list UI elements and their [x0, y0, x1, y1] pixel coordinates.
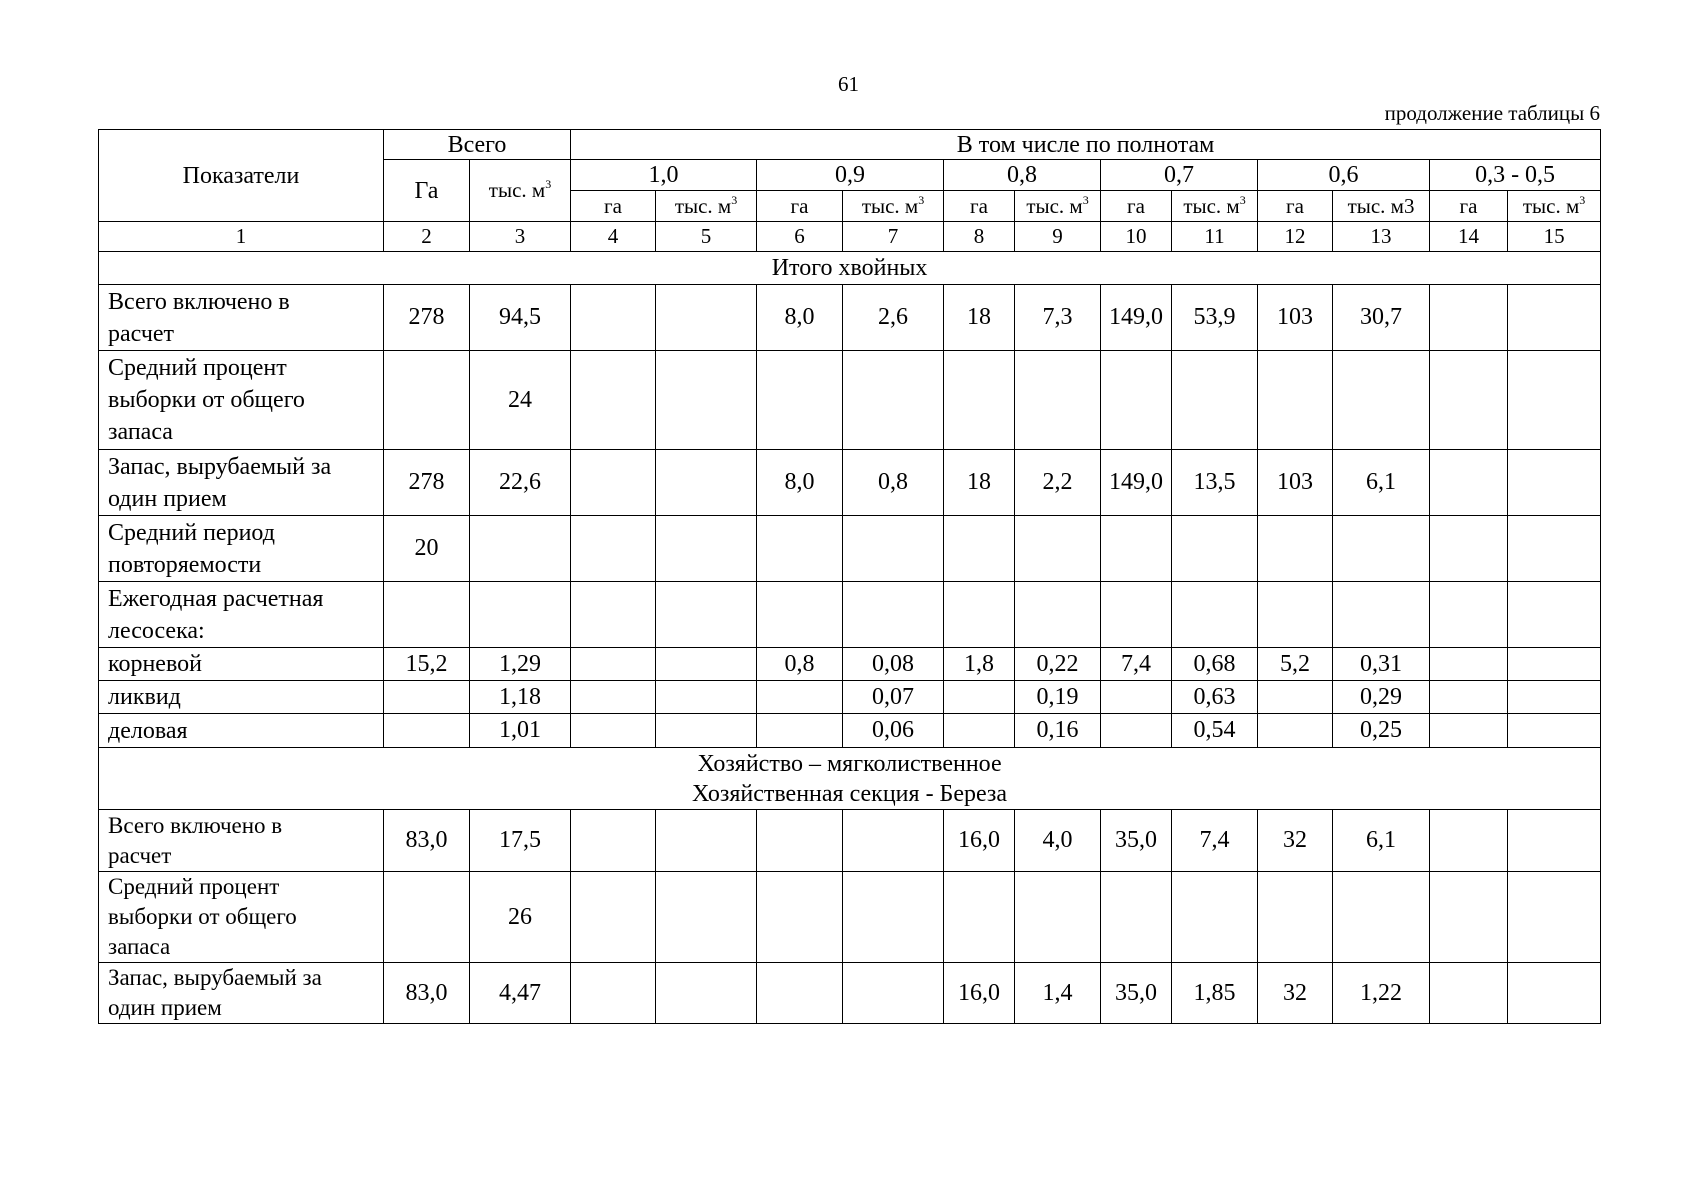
table-cell — [1333, 582, 1430, 648]
table-cell: 18 — [944, 285, 1015, 351]
table-cell: 18 — [944, 450, 1015, 516]
table-cell: 103 — [1258, 450, 1333, 516]
table-cell — [656, 963, 757, 1024]
header-ha: га — [757, 191, 843, 222]
section-title-conifers: Итого хвойных — [99, 252, 1601, 285]
table-cell — [1101, 582, 1172, 648]
row-label — [99, 648, 384, 681]
table-cell: 0,54 — [1172, 714, 1258, 748]
row-label-line: расчет — [108, 320, 175, 347]
header-row-1 — [99, 130, 1601, 160]
row-label-line: Всего включено в — [108, 288, 290, 315]
table-cell — [384, 681, 470, 714]
column-number: 3 — [470, 222, 571, 252]
table-cell: 35,0 — [1101, 963, 1172, 1024]
table-row — [99, 582, 1601, 648]
header-density-0-7: 0,7 — [1101, 160, 1258, 191]
table-cell — [384, 714, 470, 748]
table-cell: 2,6 — [843, 285, 944, 351]
table-cell — [1015, 582, 1101, 648]
column-number: 15 — [1508, 222, 1601, 252]
table-cell — [944, 872, 1015, 963]
table-cell — [1430, 648, 1508, 681]
table-cell: 1,8 — [944, 648, 1015, 681]
table-cell: 103 — [1258, 285, 1333, 351]
table-cell: 4,0 — [1015, 810, 1101, 872]
table-row — [99, 516, 1601, 582]
table-cell — [1101, 351, 1172, 450]
unit-label: тыс. м — [488, 178, 546, 202]
section-row-soft-leaved — [99, 748, 1601, 810]
table-cell: 83,0 — [384, 963, 470, 1024]
header-total-ha: Га — [384, 160, 470, 222]
row-label — [99, 450, 384, 516]
table-cell — [1101, 872, 1172, 963]
table-cell — [571, 351, 656, 450]
table-cell — [571, 714, 656, 748]
table-cell — [944, 681, 1015, 714]
table-cell — [944, 582, 1015, 648]
table-cell — [944, 516, 1015, 582]
table-cell — [757, 582, 843, 648]
unit-exponent: 3 — [1239, 192, 1246, 207]
table-cell — [571, 648, 656, 681]
table-cell: 1,85 — [1172, 963, 1258, 1024]
table-cell — [944, 714, 1015, 748]
header-ha: га — [944, 191, 1015, 222]
row-label-line: расчет — [108, 842, 172, 868]
table-cell — [1101, 681, 1172, 714]
section-row-conifers — [99, 252, 1601, 285]
row-label-line: запаса — [108, 934, 171, 959]
table-cell — [757, 714, 843, 748]
table-cell: 35,0 — [1101, 810, 1172, 872]
page-number: 61 — [838, 72, 859, 96]
table-cell: 13,5 — [1172, 450, 1258, 516]
table-cell: 8,0 — [757, 450, 843, 516]
table-cell — [757, 963, 843, 1024]
table-cell — [843, 351, 944, 450]
table-cell: 0,29 — [1333, 681, 1430, 714]
table-cell: 149,0 — [1101, 450, 1172, 516]
table-cell — [1101, 714, 1172, 748]
table-row — [99, 872, 1601, 963]
row-label-line: запаса — [108, 419, 173, 445]
table-cell — [1430, 582, 1508, 648]
row-label-line: выборки от общего — [108, 387, 305, 413]
table-cell — [1172, 582, 1258, 648]
table-cell — [757, 516, 843, 582]
row-label-line: один прием — [108, 995, 222, 1020]
table-cell — [1258, 681, 1333, 714]
header-volume — [1015, 191, 1101, 222]
table-cell: 83,0 — [384, 810, 470, 872]
table-cell: 0,8 — [843, 450, 944, 516]
table-cell — [1430, 516, 1508, 582]
table-cell: 20 — [384, 516, 470, 582]
row-label — [99, 285, 384, 351]
column-number: 1 — [99, 222, 384, 252]
table-row — [99, 351, 1601, 450]
table-cell — [571, 285, 656, 351]
table-cell — [1508, 681, 1601, 714]
table-cell — [1508, 648, 1601, 681]
row-label-line: деловая — [108, 717, 188, 744]
table-cell: 8,0 — [757, 285, 843, 351]
table-cell — [656, 516, 757, 582]
table-cell: 1,22 — [1333, 963, 1430, 1024]
table-cell — [571, 810, 656, 872]
row-label-line: Средний процент — [108, 874, 280, 899]
table-cell — [1258, 516, 1333, 582]
table-cell: 0,63 — [1172, 681, 1258, 714]
table-cell — [656, 582, 757, 648]
table-row — [99, 963, 1601, 1024]
header-volume — [656, 191, 757, 222]
table-cell: 53,9 — [1172, 285, 1258, 351]
table-cell: 1,01 — [470, 714, 571, 748]
table-cell — [571, 450, 656, 516]
section-title-line: Хозяйство – мягколиственное — [697, 750, 1002, 777]
header-density-0-8: 0,8 — [944, 160, 1101, 191]
table-cell: 5,2 — [1258, 648, 1333, 681]
table-cell — [757, 810, 843, 872]
table-cell — [1430, 681, 1508, 714]
table-cell — [843, 810, 944, 872]
column-number: 11 — [1172, 222, 1258, 252]
table-row — [99, 810, 1601, 872]
forest-table — [98, 129, 1601, 1024]
section-title-line: Хозяйственная секция - Береза — [692, 780, 1008, 807]
row-label — [99, 810, 384, 872]
table-cell — [757, 872, 843, 963]
header-volume-plain: тыс. м3 — [1333, 191, 1430, 222]
table-cell — [843, 516, 944, 582]
column-number: 6 — [757, 222, 843, 252]
table-cell — [656, 450, 757, 516]
header-including-by-density: В том числе по полнотам — [571, 130, 1601, 160]
table-cell: 1,29 — [470, 648, 571, 681]
table-cell: 0,22 — [1015, 648, 1101, 681]
header-total: Всего — [384, 130, 571, 160]
row-label-line: повторяемости — [108, 551, 262, 578]
row-label-line: Запас, вырубаемый за — [108, 965, 322, 990]
header-ha: га — [1430, 191, 1508, 222]
table-row — [99, 285, 1601, 351]
table-cell — [1508, 516, 1601, 582]
table-cell: 0,19 — [1015, 681, 1101, 714]
table-cell — [656, 285, 757, 351]
unit-exponent: 3 — [1082, 192, 1089, 207]
column-number: 5 — [656, 222, 757, 252]
table-cell — [1508, 351, 1601, 450]
table-cell: 16,0 — [944, 963, 1015, 1024]
table-cell — [656, 714, 757, 748]
table-cell — [1015, 872, 1101, 963]
table-cell: 17,5 — [470, 810, 571, 872]
table-cell: 6,1 — [1333, 810, 1430, 872]
row-label — [99, 516, 384, 582]
header-volume — [843, 191, 944, 222]
table-cell — [1508, 285, 1601, 351]
header-ha: га — [1101, 191, 1172, 222]
table-cell: 1,18 — [470, 681, 571, 714]
column-number: 7 — [843, 222, 944, 252]
table-cell: 26 — [470, 872, 571, 963]
table-row — [99, 450, 1601, 516]
table-cell — [1430, 351, 1508, 450]
table-cell — [656, 681, 757, 714]
table-cell — [1015, 351, 1101, 450]
table-cell — [571, 681, 656, 714]
table-row — [99, 714, 1601, 748]
table-cell — [1333, 872, 1430, 963]
table-cell — [1430, 714, 1508, 748]
header-density-0-9: 0,9 — [757, 160, 944, 191]
table-cell — [571, 516, 656, 582]
unit-exponent: 3 — [731, 192, 738, 207]
table-cell — [384, 351, 470, 450]
table-cell: 2,2 — [1015, 450, 1101, 516]
table-cell: 0,25 — [1333, 714, 1430, 748]
unit-label: тыс. м — [861, 193, 919, 218]
row-label — [99, 963, 384, 1024]
table-cell — [571, 872, 656, 963]
table-cell: 0,8 — [757, 648, 843, 681]
unit-exponent: 3 — [1579, 192, 1586, 207]
row-label — [99, 351, 384, 450]
row-label — [99, 872, 384, 963]
table-cell — [1258, 872, 1333, 963]
column-number: 9 — [1015, 222, 1101, 252]
row-label — [99, 681, 384, 714]
table-cell — [1333, 516, 1430, 582]
header-total-volume — [470, 160, 571, 222]
row-label-line: выборки от общего — [108, 904, 297, 929]
table-cell — [1430, 963, 1508, 1024]
column-number: 8 — [944, 222, 1015, 252]
header-density-0-3-0-5: 0,3 - 0,5 — [1430, 160, 1601, 191]
table-cell — [1172, 872, 1258, 963]
unit-label: тыс. м — [674, 193, 732, 218]
table-cell: 24 — [470, 351, 571, 450]
table-cell — [1015, 516, 1101, 582]
table-cell — [384, 872, 470, 963]
table-cell: 15,2 — [384, 648, 470, 681]
table-cell — [944, 351, 1015, 450]
table-cell — [1258, 582, 1333, 648]
unit-label: тыс. м — [1183, 193, 1240, 218]
table-cell: 30,7 — [1333, 285, 1430, 351]
table-cell — [1258, 351, 1333, 450]
table-cell: 0,07 — [843, 681, 944, 714]
table-cell — [1508, 963, 1601, 1024]
unit-exponent: 3 — [545, 177, 552, 191]
row-label-line: Ежегодная расчетная — [108, 585, 324, 612]
table-cell: 16,0 — [944, 810, 1015, 872]
table-cell — [1333, 351, 1430, 450]
table-cell: 6,1 — [1333, 450, 1430, 516]
column-number: 10 — [1101, 222, 1172, 252]
header-ha: га — [571, 191, 656, 222]
table-cell: 7,3 — [1015, 285, 1101, 351]
table-cell: 4,47 — [470, 963, 571, 1024]
unit-label: тыс. м — [1026, 193, 1083, 218]
unit-label: тыс. м — [1522, 193, 1580, 218]
table-cell — [1508, 582, 1601, 648]
table-cell: 278 — [384, 285, 470, 351]
unit-exponent: 3 — [918, 192, 925, 207]
table-cell — [656, 648, 757, 681]
row-label-line: Средний процент — [108, 355, 287, 381]
table-cell: 94,5 — [470, 285, 571, 351]
header-ha: га — [1258, 191, 1333, 222]
header-density-1-0: 1,0 — [571, 160, 757, 191]
table-cell — [470, 516, 571, 582]
table-cell — [1172, 351, 1258, 450]
section-title-soft-leaved — [99, 748, 1601, 810]
column-number: 13 — [1333, 222, 1430, 252]
table-cell: 1,4 — [1015, 963, 1101, 1024]
table-cell: 278 — [384, 450, 470, 516]
column-number-row — [99, 222, 1601, 252]
table-cell — [1101, 516, 1172, 582]
column-number: 2 — [384, 222, 470, 252]
row-label-line: лесосека: — [108, 617, 205, 644]
table-cell — [1508, 810, 1601, 872]
table-cell: 0,16 — [1015, 714, 1101, 748]
table-cell — [384, 582, 470, 648]
header-volume — [1508, 191, 1601, 222]
row-label-line: ликвид — [108, 684, 181, 710]
table-cell: 149,0 — [1101, 285, 1172, 351]
table-row — [99, 648, 1601, 681]
table-cell — [1430, 285, 1508, 351]
row-label-line: Всего включено в — [108, 812, 283, 838]
header-volume — [1172, 191, 1258, 222]
table-cell — [1508, 872, 1601, 963]
table-cell: 0,68 — [1172, 648, 1258, 681]
table-row — [99, 681, 1601, 714]
row-label-line: один прием — [108, 485, 227, 512]
table-cell — [843, 582, 944, 648]
row-label-line: корневой — [108, 651, 202, 677]
row-label — [99, 714, 384, 748]
table-cell — [1508, 450, 1601, 516]
table-cell: 7,4 — [1101, 648, 1172, 681]
table-cell — [1508, 714, 1601, 748]
header-indicators: Показатели — [99, 130, 384, 222]
table-cell — [656, 872, 757, 963]
table-cell — [757, 681, 843, 714]
table-cell: 0,08 — [843, 648, 944, 681]
header-density-0-6: 0,6 — [1258, 160, 1430, 191]
table-cell: 0,31 — [1333, 648, 1430, 681]
row-label — [99, 582, 384, 648]
table-cell — [656, 810, 757, 872]
table-cell: 0,06 — [843, 714, 944, 748]
table-cell — [1258, 714, 1333, 748]
column-number: 14 — [1430, 222, 1508, 252]
table-cell — [1430, 450, 1508, 516]
table-cell — [470, 582, 571, 648]
table-cell — [1172, 516, 1258, 582]
table-cell: 32 — [1258, 963, 1333, 1024]
table-continuation-note: продолжение таблицы 6 — [1384, 101, 1600, 125]
table-cell: 7,4 — [1172, 810, 1258, 872]
table-cell: 22,6 — [470, 450, 571, 516]
table-cell — [571, 963, 656, 1024]
row-label-line: Запас, вырубаемый за — [108, 453, 332, 480]
table-cell — [1430, 810, 1508, 872]
table-cell — [843, 872, 944, 963]
column-number: 4 — [571, 222, 656, 252]
table-cell — [757, 351, 843, 450]
table-cell — [656, 351, 757, 450]
row-label-line: Средний период — [108, 519, 275, 546]
column-number: 12 — [1258, 222, 1333, 252]
table-cell — [843, 963, 944, 1024]
table-cell: 32 — [1258, 810, 1333, 872]
table-cell — [1430, 872, 1508, 963]
table-cell — [571, 582, 656, 648]
